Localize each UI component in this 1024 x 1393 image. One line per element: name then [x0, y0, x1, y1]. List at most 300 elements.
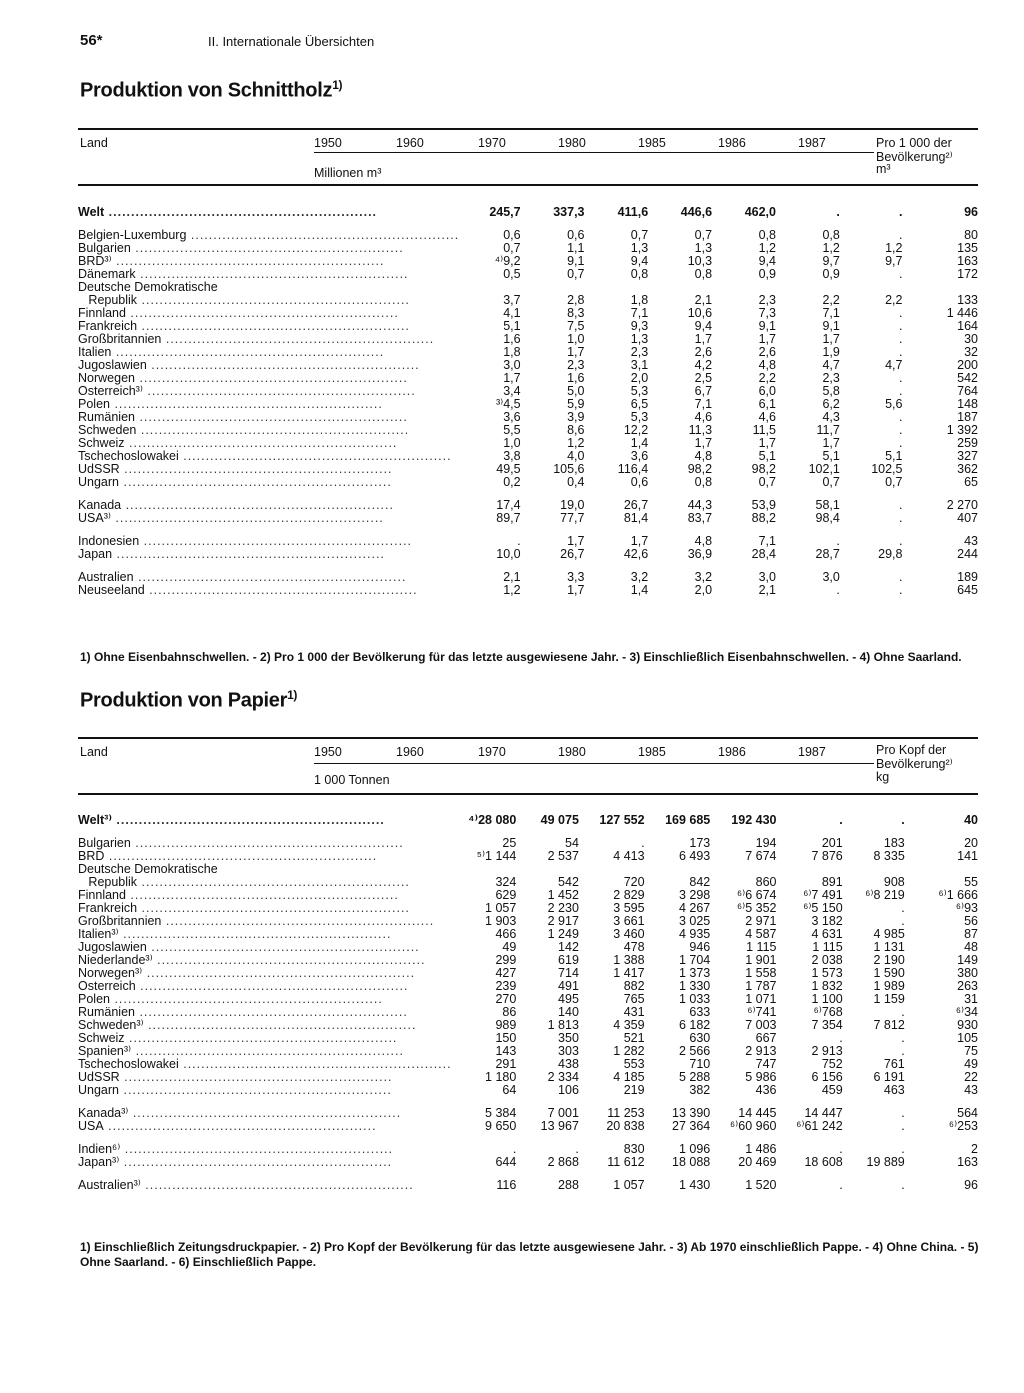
value-cell: 10,0: [496, 547, 521, 561]
country-name: Österreich³⁾: [78, 385, 143, 398]
value-cell: 764: [957, 384, 978, 398]
value-cell: 3,9: [567, 410, 585, 424]
leader-dots: ............................................................: [152, 954, 426, 967]
value-cell: 150: [495, 1031, 517, 1045]
table-row: [78, 1120, 978, 1133]
value-cell: 164: [957, 319, 978, 333]
value-cell: 2,3: [822, 371, 840, 385]
value-cell: 11 612: [607, 1155, 645, 1169]
value-cell: 20 469: [738, 1155, 777, 1169]
value-cell: 4,6: [694, 410, 713, 424]
value-cell: 13 967: [540, 1119, 579, 1133]
country-label: [78, 584, 459, 597]
value-cell: 5,3: [630, 410, 649, 424]
table-row: [78, 571, 978, 584]
value-cell: 7 001: [547, 1106, 579, 1120]
value-cell: 116: [496, 1178, 517, 1192]
value-cell: 3 025: [678, 914, 711, 928]
value-cell: 1 558: [745, 966, 777, 980]
value-cell: 1 330: [678, 979, 711, 993]
value-cell: 2,0: [694, 583, 713, 597]
value-cell: 49,5: [496, 462, 521, 476]
value-cell: 1,2: [503, 583, 521, 597]
value-cell: 327: [957, 449, 978, 463]
value-cell: .: [899, 423, 903, 437]
leader-dots: ............................................................: [118, 928, 392, 941]
value-cell: 0,7: [503, 241, 521, 255]
table-row: [78, 1019, 978, 1032]
value-cell: 2,3: [630, 345, 649, 359]
leader-dots: ............................................................: [111, 814, 385, 827]
value-cell: 4 935: [678, 927, 711, 941]
value-cell: 163: [957, 1155, 978, 1169]
leader-dots: ............................................................: [104, 206, 378, 219]
leader-dots: ............................................................: [136, 424, 410, 437]
row-spacer: [78, 1097, 978, 1107]
country-name: Niederlande³⁾: [78, 954, 153, 967]
value-cell: 1 096: [678, 1142, 711, 1156]
value-cell: 4,0: [567, 449, 585, 463]
value-cell: .: [899, 410, 903, 424]
table1-rule-top: [78, 128, 978, 130]
value-cell: 3,0: [758, 570, 776, 584]
value-cell: .: [839, 1142, 843, 1156]
value-cell: 2,2: [758, 371, 776, 385]
country-name: BRD: [78, 850, 105, 863]
row-spacer-cell: [78, 489, 978, 499]
table-row: [78, 411, 978, 424]
value-cell: 98,2: [687, 462, 713, 476]
country-label: [78, 512, 459, 525]
table-row: [78, 584, 978, 597]
t1-year-1986: 1986: [718, 136, 746, 150]
value-cell: .: [899, 267, 903, 281]
value-cell: 542: [957, 371, 978, 385]
value-cell: 11,5: [752, 423, 776, 437]
country-label: [78, 915, 452, 928]
value-cell: 148: [957, 397, 978, 411]
value-cell: 5,6: [885, 397, 903, 411]
value-cell: 0,2: [503, 475, 521, 489]
value-cell: 633: [689, 1005, 711, 1019]
leader-dots: ............................................................: [111, 346, 385, 359]
value-cell: .: [512, 1142, 517, 1156]
table-row: [78, 499, 978, 512]
value-cell: 7 354: [811, 1018, 843, 1032]
value-cell: 1 989: [873, 979, 905, 993]
value-cell: 752: [821, 1057, 843, 1071]
value-cell: 6 493: [678, 849, 711, 863]
table-row: [78, 320, 978, 333]
value-cell: 446,6: [680, 205, 713, 219]
value-cell: 2 190: [873, 953, 905, 967]
leader-dots: ............................................................: [119, 476, 392, 489]
value-cell: 407: [957, 511, 978, 525]
value-cell: 1,1: [567, 241, 585, 255]
table-row: [78, 1058, 978, 1071]
value-cell: 55: [964, 875, 978, 889]
country-name: Tschechoslowakei: [78, 450, 179, 463]
value-cell: .: [899, 371, 903, 385]
leader-dots: ............................................................: [119, 1156, 393, 1169]
table-row: [78, 1179, 978, 1192]
value-cell: 7 674: [745, 849, 777, 863]
country-label: [78, 450, 459, 463]
value-cell: 747: [755, 1057, 777, 1071]
country-label: [78, 255, 459, 268]
country-name: Finnland: [78, 889, 126, 902]
value-cell: 9 650: [485, 1119, 517, 1133]
value-cell: ⁶⁾741: [747, 1005, 777, 1019]
value-cell: ⁶⁾5 352: [736, 901, 777, 915]
country-name: Tschechoslowakei: [78, 1058, 179, 1071]
value-cell: .: [901, 1178, 905, 1192]
country-label: [78, 928, 452, 941]
country-name: Rumänien: [78, 411, 135, 424]
country-name: UdSSR: [78, 463, 120, 476]
table-row: [78, 954, 978, 967]
value-cell: 3,0: [503, 358, 521, 372]
value-cell: .: [899, 205, 903, 219]
value-cell: 0,8: [758, 228, 776, 242]
table1-footnote: 1) Ohne Eisenbahnschwellen. - 2) Pro 1 000 der Bevölkerung für das letzte ausgewiesene Jahr. - 3) Einschließlich Eisenbahnschwellen. - 4) Ohne Saarland.: [80, 650, 962, 664]
value-cell: 44,3: [687, 498, 713, 512]
value-cell: 382: [689, 1083, 711, 1097]
value-cell: 4,3: [822, 410, 840, 424]
leader-dots: ............................................................: [131, 1045, 404, 1058]
value-cell: 54: [565, 836, 579, 850]
value-cell: 5,1: [822, 449, 840, 463]
value-cell: 26,7: [560, 547, 585, 561]
table-row: [78, 398, 978, 411]
table-row: [78, 476, 978, 489]
country-name: Bulgarien: [78, 242, 131, 255]
value-cell: ⁵⁾1 144: [476, 849, 517, 863]
value-cell: 11,7: [816, 423, 840, 437]
value-cell: 96: [964, 1178, 978, 1192]
value-cell: 8 335: [873, 849, 905, 863]
value-cell: 96: [964, 205, 978, 219]
value-cell: .: [901, 1031, 905, 1045]
value-cell: 169 685: [665, 813, 711, 827]
table-row: [78, 941, 978, 954]
value-cell: 2 537: [547, 849, 579, 863]
value-cell: 105: [957, 1031, 978, 1045]
value-cell: 2 566: [678, 1044, 711, 1058]
value-cell: 2,6: [694, 345, 713, 359]
value-cell: 1,2: [758, 241, 776, 255]
value-cell: 5,3: [630, 384, 649, 398]
value-cell: 80: [964, 228, 978, 242]
value-cell: 463: [883, 1083, 905, 1097]
t2-lastcol-2: Bevölkerung²⁾: [876, 757, 953, 771]
value-cell: 1 180: [485, 1070, 517, 1084]
value-cell: 18 088: [672, 1155, 711, 1169]
value-cell: 0,9: [758, 267, 776, 281]
country-name: Jugoslawien: [78, 941, 147, 954]
value-cell: 141: [957, 849, 978, 863]
value-cell: 5 384: [485, 1106, 517, 1120]
table2-footnote: 1) Einschließlich Zeitungsdruckpapier. - 2) Pro Kopf der Bevölkerung für das letzte ausgewiesene Jahr. - 3) Ab 1970 einschließlich Pappe. - 4) Ohne China. - 5) Ohne Saarland. - 6) Einschließlich Pappe.: [80, 1240, 979, 1269]
country-label: [78, 889, 452, 902]
value-cell: 22: [964, 1070, 978, 1084]
table-row: [78, 333, 978, 346]
value-cell: 1,7: [758, 436, 776, 450]
table2-header: [78, 737, 978, 799]
value-cell: 2 868: [547, 1155, 579, 1169]
value-cell: 908: [883, 875, 905, 889]
value-cell: 11 253: [607, 1106, 645, 1120]
country-name: UdSSR: [78, 1071, 120, 1084]
row-spacer: [78, 1169, 978, 1179]
table-row: [78, 863, 978, 876]
country-name: Norwegen³⁾: [78, 967, 143, 980]
value-cell: 3,0: [822, 570, 840, 584]
value-cell: 1 430: [678, 1178, 711, 1192]
value-cell: 1,7: [630, 534, 649, 548]
row-spacer: [78, 525, 978, 535]
value-cell: 2 971: [745, 914, 777, 928]
country-label: [78, 294, 459, 307]
value-cell: 187: [957, 410, 978, 424]
value-cell: .: [641, 836, 645, 850]
country-name: Welt³⁾: [78, 814, 112, 827]
value-cell: 86: [502, 1005, 517, 1019]
value-cell: 194: [755, 836, 777, 850]
value-cell: 4,8: [694, 449, 713, 463]
country-label: [78, 1071, 452, 1084]
value-cell: 0,4: [567, 475, 585, 489]
value-cell: .: [899, 306, 903, 320]
value-cell: 1 520: [745, 1178, 777, 1192]
value-cell: 0,6: [503, 228, 521, 242]
leader-dots: ............................................................: [120, 1143, 394, 1156]
value-cell: 259: [957, 436, 978, 450]
value-cell: 64: [502, 1083, 517, 1097]
value-cell: 1,7: [822, 332, 840, 346]
country-name: Republik: [78, 294, 138, 307]
t1-year-1987: 1987: [798, 136, 826, 150]
value-cell: 4,7: [885, 358, 903, 372]
value-cell: 133: [957, 293, 978, 307]
value-cell: 28,7: [815, 547, 840, 561]
table-row: [78, 1006, 978, 1019]
value-cell: 436: [755, 1083, 777, 1097]
t2-year-1987: 1987: [798, 745, 826, 759]
value-cell: 0,6: [630, 475, 649, 489]
value-cell: 0,5: [503, 267, 521, 281]
value-cell: 0,7: [630, 228, 649, 242]
table-row: [78, 850, 978, 863]
value-cell: 438: [558, 1057, 579, 1071]
value-cell: 3 661: [613, 914, 645, 928]
value-cell: 98,4: [815, 511, 840, 525]
value-cell: .: [901, 1106, 905, 1120]
value-cell: 1 832: [811, 979, 843, 993]
leader-dots: ............................................................: [109, 398, 383, 411]
country-name: Großbritannien: [78, 333, 162, 346]
row-spacer-cell: [78, 1133, 978, 1143]
value-cell: ⁴⁾28 080: [468, 813, 517, 827]
t1-year-1970: 1970: [478, 136, 506, 150]
value-cell: 10,6: [687, 306, 713, 320]
row-spacer: [78, 1133, 978, 1143]
table-row: [78, 281, 978, 294]
value-cell: 27 364: [672, 1119, 711, 1133]
country-name: Spanien³⁾: [78, 1045, 132, 1058]
table2-title-text: Produktion von Papier: [80, 689, 288, 712]
value-cell: 7 003: [745, 1018, 777, 1032]
value-cell: 5 288: [678, 1070, 711, 1084]
value-cell: 135: [957, 241, 978, 255]
value-cell: 720: [623, 875, 645, 889]
value-cell: .: [899, 436, 903, 450]
value-cell: 1,8: [503, 345, 521, 359]
value-cell: 1 373: [678, 966, 711, 980]
value-cell: 830: [623, 1142, 645, 1156]
country-label: [78, 1045, 452, 1058]
leader-dots: ............................................................: [140, 1179, 414, 1192]
value-cell: 17,4: [496, 498, 521, 512]
value-cell: 10,3: [687, 254, 713, 268]
table-row: [78, 206, 978, 219]
value-cell: 521: [623, 1031, 645, 1045]
t2-year-1985: 1985: [638, 745, 666, 759]
row-spacer-cell: [78, 1097, 978, 1107]
value-cell: 1,7: [503, 371, 521, 385]
country-name: Polen: [78, 398, 110, 411]
country-label: [78, 333, 459, 346]
value-cell: 3,6: [503, 410, 521, 424]
value-cell: 4 359: [613, 1018, 645, 1032]
value-cell: 7,1: [694, 397, 713, 411]
value-cell: .: [901, 813, 905, 827]
value-cell: 6 182: [678, 1018, 711, 1032]
country-label: [78, 424, 459, 437]
value-cell: ⁶⁾768: [813, 1005, 843, 1019]
value-cell: 1,0: [503, 436, 521, 450]
leader-dots: ............................................................: [124, 437, 398, 450]
value-cell: 9,3: [630, 319, 649, 333]
value-cell: 930: [957, 1018, 978, 1032]
value-cell: 2,2: [822, 293, 840, 307]
value-cell: 4 267: [678, 901, 711, 915]
value-cell: 40: [964, 813, 978, 827]
table-row: [78, 993, 978, 1006]
country-label: [78, 499, 459, 512]
table-row: [78, 268, 978, 281]
table-row: [78, 1143, 978, 1156]
value-cell: 2 270: [946, 498, 978, 512]
value-cell: .: [899, 583, 903, 597]
value-cell: 714: [558, 966, 579, 980]
table-row: [78, 359, 978, 372]
country-name: Australien: [78, 571, 134, 584]
value-cell: 2,1: [694, 293, 713, 307]
value-cell: .: [836, 205, 840, 219]
value-cell: 1,7: [694, 436, 713, 450]
value-cell: 553: [623, 1057, 645, 1071]
value-cell: 1,7: [567, 345, 585, 359]
value-cell: .: [839, 1031, 843, 1045]
value-cell: 1,0: [567, 332, 585, 346]
value-cell: 6,1: [758, 397, 776, 411]
value-cell: 1 115: [746, 940, 777, 954]
value-cell: .: [899, 319, 903, 333]
value-cell: 1,6: [503, 332, 521, 346]
value-cell: 2,6: [758, 345, 776, 359]
row-spacer-cell: [78, 525, 978, 535]
leader-dots: ............................................................: [134, 411, 408, 424]
value-cell: 0,7: [567, 267, 585, 281]
leader-dots: ............................................................: [135, 268, 409, 281]
value-cell: 2,3: [567, 358, 585, 372]
table1-title-note: 1): [332, 78, 343, 92]
table-row: [78, 1071, 978, 1084]
value-cell: 9,4: [694, 319, 713, 333]
value-cell: 5,8: [822, 384, 840, 398]
value-cell: 3,6: [630, 449, 649, 463]
country-label: [78, 814, 452, 827]
page-number: 56*: [80, 32, 103, 49]
value-cell: 13 390: [672, 1106, 711, 1120]
table-row: [78, 837, 978, 850]
country-name: Jugoslawien: [78, 359, 147, 372]
value-cell: 49 075: [540, 813, 579, 827]
value-cell: 53,9: [751, 498, 776, 512]
row-spacer-cell: [78, 561, 978, 571]
leader-dots: ............................................................: [143, 1019, 417, 1032]
value-cell: 31: [964, 992, 978, 1006]
value-cell: 491: [558, 979, 579, 993]
t2-year-1950: 1950: [314, 745, 342, 759]
value-cell: 291: [495, 1057, 517, 1071]
t2-rule-mid: [314, 763, 874, 764]
t1-year-1980: 1980: [558, 136, 586, 150]
country-label: [78, 876, 452, 889]
value-cell: 4,8: [758, 358, 776, 372]
value-cell: 142: [558, 940, 579, 954]
value-cell: 4,2: [694, 358, 713, 372]
country-label: [78, 993, 452, 1006]
value-cell: ⁶⁾8 219: [865, 888, 905, 902]
table-row: [78, 307, 978, 320]
value-cell: 43: [964, 1083, 978, 1097]
value-cell: 1 590: [873, 966, 905, 980]
t1-lastcol-1: Pro 1 000 der: [876, 136, 952, 150]
leader-dots: ............................................................: [104, 850, 378, 863]
leader-dots: ............................................................: [124, 1032, 398, 1045]
value-cell: 30: [964, 332, 978, 346]
leader-dots: ............................................................: [133, 571, 407, 584]
country-label: [78, 837, 452, 850]
value-cell: 2 913: [745, 1044, 777, 1058]
country-label: [78, 359, 459, 372]
t2-lastcol-1: Pro Kopf der: [876, 743, 947, 757]
country-label: [78, 372, 459, 385]
table-row: [78, 385, 978, 398]
value-cell: 244: [957, 547, 978, 561]
value-cell: 1,9: [822, 345, 840, 359]
table-row: [78, 242, 978, 255]
country-name: Schweiz: [78, 437, 125, 450]
country-label: [78, 437, 459, 450]
country-name: Deutsche Demokratische: [78, 281, 218, 294]
value-cell: 0,7: [822, 475, 840, 489]
value-cell: ⁶⁾7 491: [803, 888, 843, 902]
value-cell: 0,6: [567, 228, 585, 242]
country-label: [78, 1143, 452, 1156]
